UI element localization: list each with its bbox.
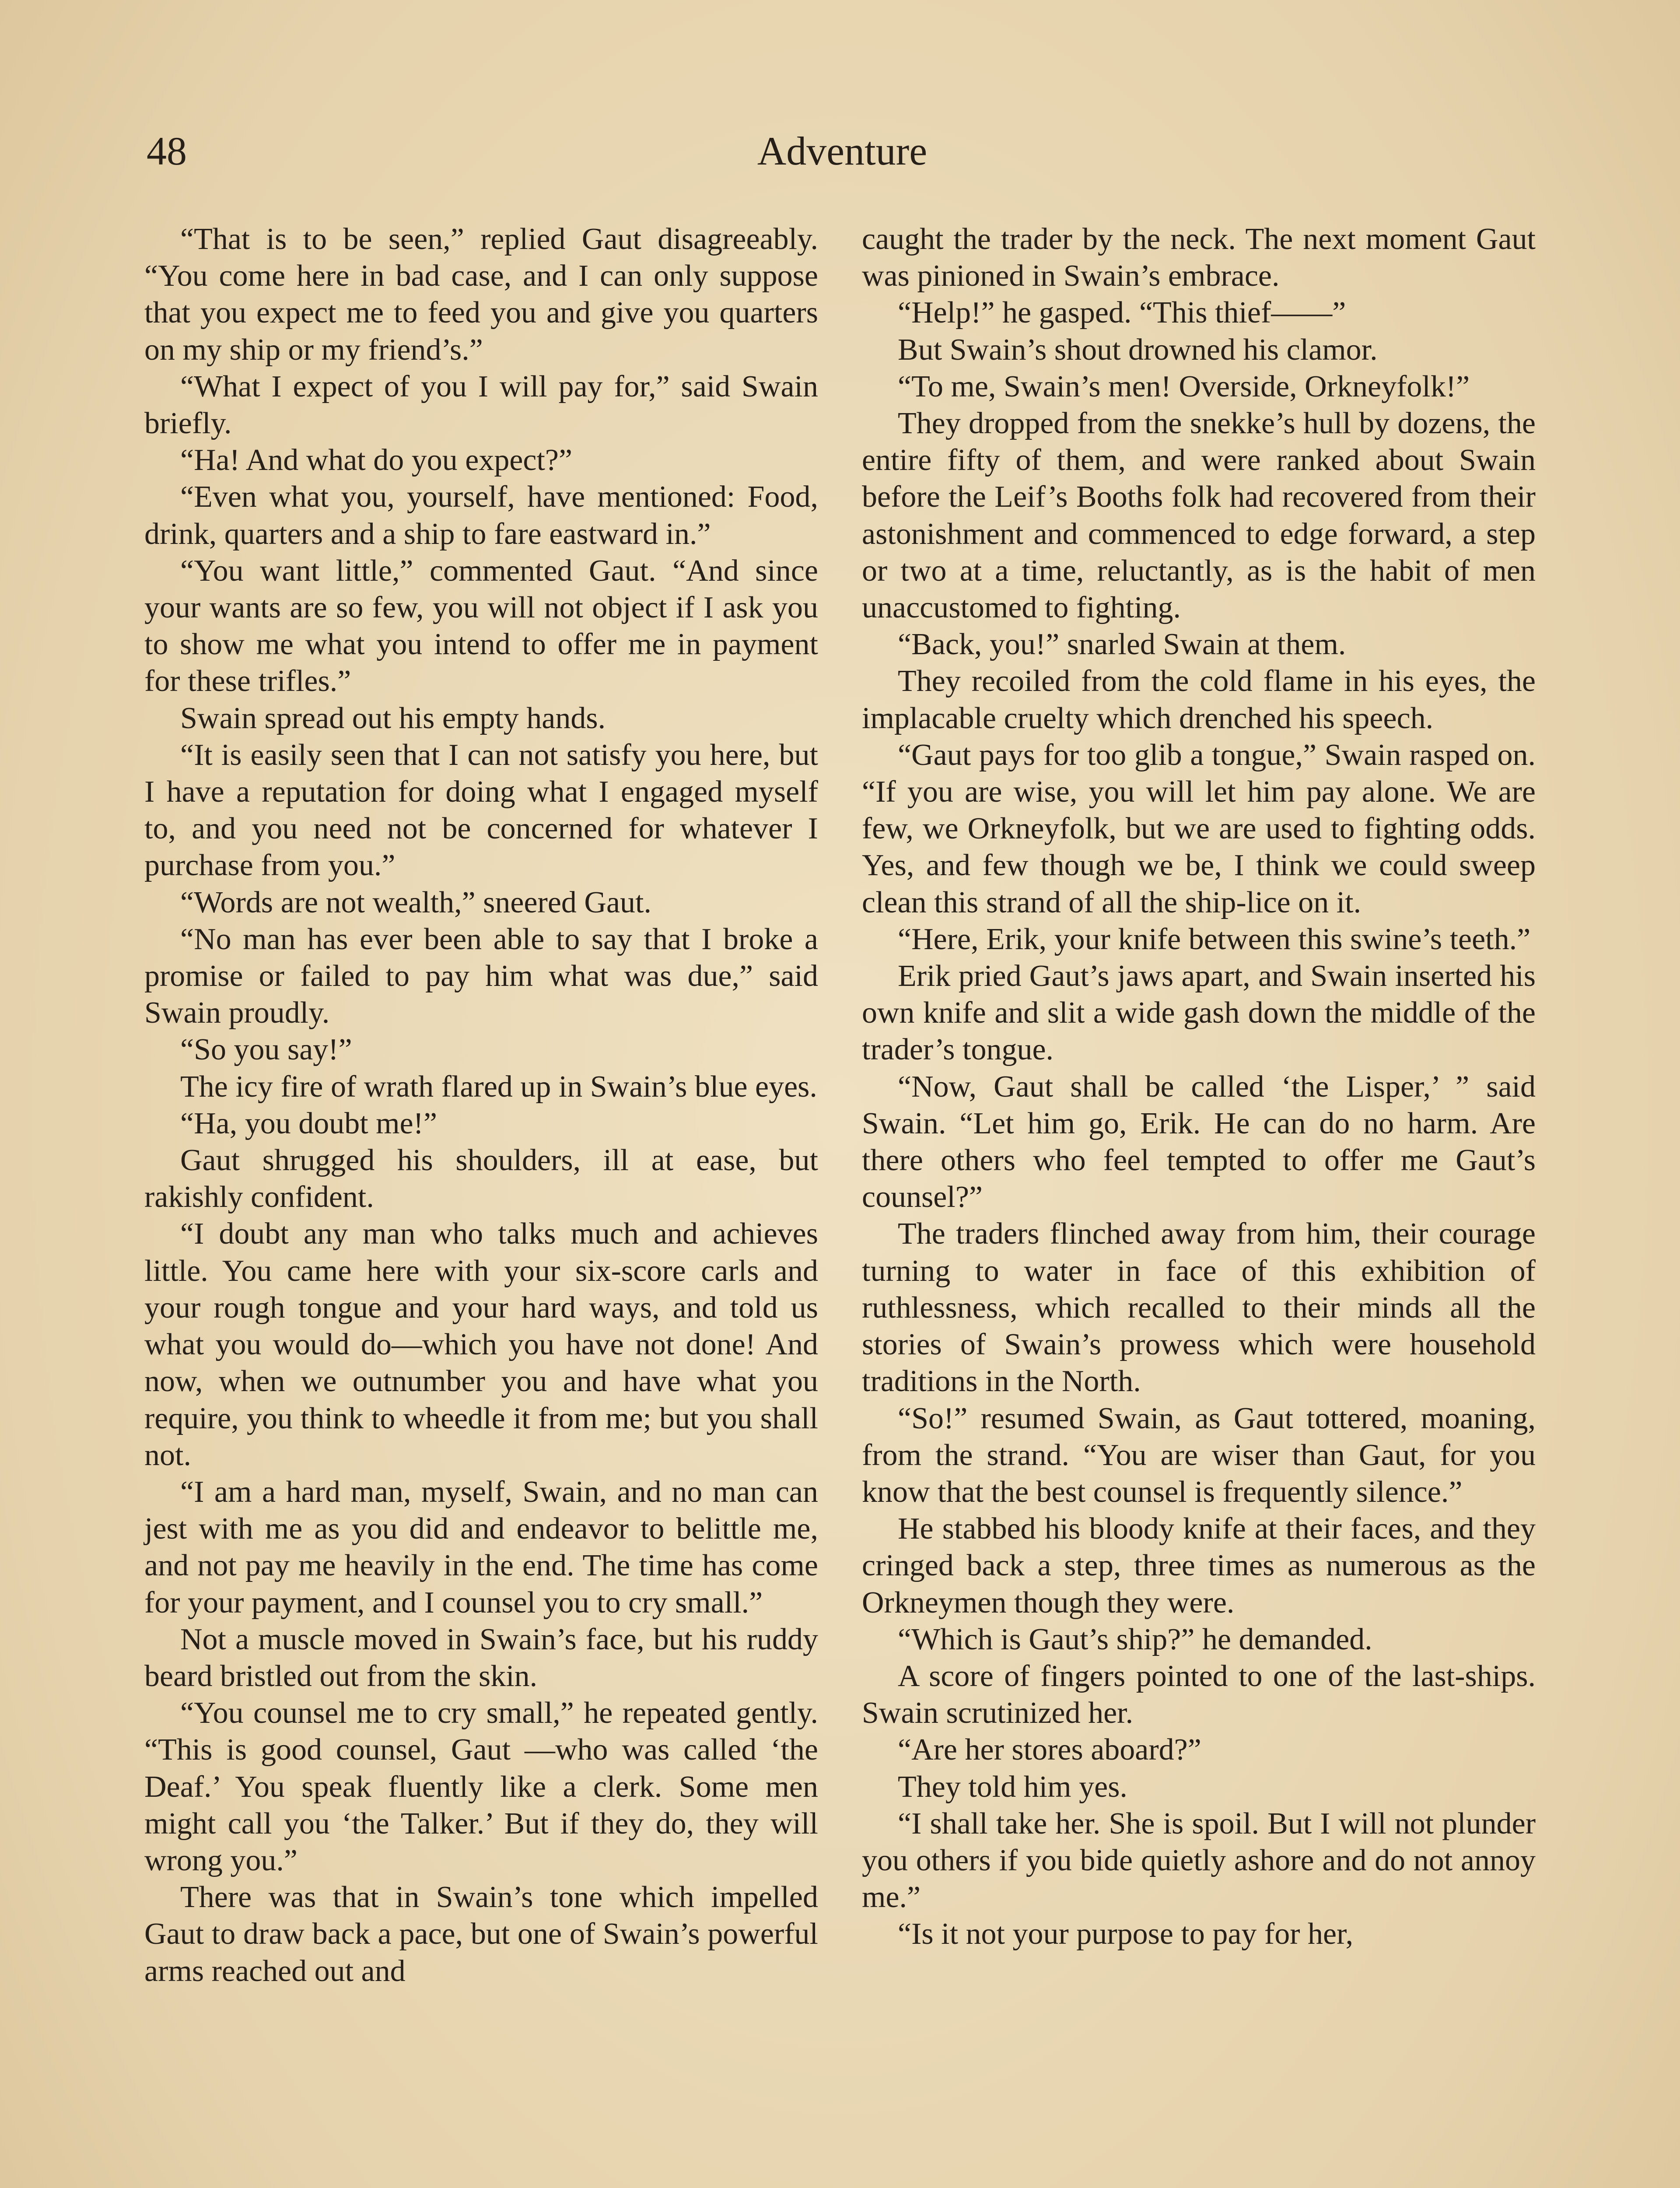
- paragraph: Not a muscle moved in Swain’s face, but his ruddy beard bristled out from the skin.: [144, 1622, 818, 1693]
- paragraph: “To me, Swain’s men! Overside, Orkneyfolk!”: [898, 369, 1470, 403]
- paragraph: They recoiled from the cold flame in his eyes, the implacable cruelty which drenched his speech.: [862, 664, 1536, 735]
- paragraph: “I am a hard man, myself, Swain, and no man can jest with me as you did and endeavor to belittle me, and not pay me heavily in the end. The time has come for your payment, and I counsel you to cry small.”: [144, 1475, 818, 1620]
- paragraph: “What I expect of you I will pay for,” said Swain briefly.: [144, 369, 818, 441]
- paragraph: “It is easily seen that I can not satisfy you here, but I have a reputation for doing what I engaged myself to, and you need not be concerned for whatever I purchase from you.”: [144, 738, 818, 883]
- page-number: 48: [147, 129, 187, 173]
- paragraph: “So!” resumed Swain, as Gaut tottered, moaning, from the strand. “You are wiser than Gaut, for you know that the best counsel is frequently silence.”: [862, 1401, 1536, 1509]
- paragraph: Swain spread out his empty hands.: [180, 701, 606, 735]
- paragraph: “Ha, you doubt me!”: [180, 1106, 438, 1140]
- paragraph: They told him yes.: [898, 1770, 1127, 1804]
- paragraph: “Even what you, yourself, have mentioned: Food, drink, quarters and a ship to fare eastward in.”: [144, 480, 818, 551]
- paragraph: The traders flinched away from him, their courage turning to water in face of this exhibition of ruthlessness, which recalled to their minds all the stories of Swain’s prowess which were household traditions in the North.: [862, 1217, 1536, 1399]
- paragraph: “No man has ever been able to say that I broke a promise or failed to pay him what was due,” said Swain proudly.: [144, 922, 818, 1030]
- right-column: [862, 221, 1536, 1953]
- paragraph: “Help!” he gasped. “This thief——”: [898, 296, 1346, 330]
- paragraph: They dropped from the snekke’s hull by dozens, the entire fifty of them, and were ranked about Swain before the Leif’s Booths folk had recovered from their astonishment and commenced to edge forward, a step or two at a time, reluctantly, as is the habit of men unaccustomed to fighting.: [862, 407, 1536, 625]
- paragraph: But Swain’s shout drowned his clamor.: [898, 333, 1378, 367]
- paragraph: “Gaut pays for too glib a tongue,” Swain rasped on. “If you are wise, you will let him pay alone. We are few, we Orkneyfolk, but we are used to fighting odds. Yes, and few though we be, I think we could sweep clean this strand of all the ship-lice on it.: [862, 738, 1536, 919]
- paragraph: “Is it not your purpose to pay for her,: [898, 1917, 1354, 1951]
- paragraph: “You want little,” commented Gaut. “And since your wants are so few, you will not object if I ask you to show me what you intend to offer me in payment for these trifles.”: [144, 554, 818, 698]
- magazine-title: Adventure: [757, 129, 928, 173]
- left-column: [144, 221, 818, 1990]
- paragraph: “Now, Gaut shall be called ‘the Lisper,’ ” said Swain. “Let him go, Erik. He can do no harm. Are there others who feel tempted to offer me Gaut’s counsel?”: [862, 1069, 1536, 1214]
- page-header: [147, 127, 1538, 184]
- paragraph: “That is to be seen,” replied Gaut disagreeably. “You come here in bad case, and I can only suppose that you expect me to feed you and give you quarters on my ship or my friend’s.”: [144, 222, 818, 367]
- paragraph: He stabbed his bloody knife at their faces, and they cringed back a step, three times as numerous as the Orkneymen though they were.: [862, 1512, 1536, 1620]
- paragraph: There was that in Swain’s tone which impelled Gaut to draw back a pace, but one of Swain’s powerful arms reached out and: [144, 1880, 818, 1988]
- paragraph: Erik pried Gaut’s jaws apart, and Swain inserted his own knife and slit a wide gash down the middle of the trader’s tongue.: [862, 959, 1536, 1067]
- paragraph: “I doubt any man who talks much and achieves little. You came here with your six-score carls and your rough tongue and your hard ways, and told us what you would do—which you have not done! And now, when we outnumber you and have what you require, you think to wheedle it from me; but you shall not.: [144, 1217, 818, 1472]
- paragraph: Gaut shrugged his shoulders, ill at ease, but rakishly confident.: [144, 1143, 818, 1214]
- paragraph: “I shall take her. She is spoil. But I will not plunder you others if you bide quietly ashore and do not annoy me.”: [862, 1806, 1536, 1914]
- paragraph: “Which is Gaut’s ship?” he demanded.: [898, 1622, 1372, 1656]
- paragraph: “Back, you!” snarled Swain at them.: [898, 628, 1346, 662]
- paragraph: “Ha! And what do you expect?”: [180, 443, 573, 477]
- paragraph: A score of fingers pointed to one of the last-ships. Swain scrutinized her.: [862, 1659, 1536, 1730]
- paragraph: “You counsel me to cry small,” he repeated gently. “This is good counsel, Gaut —who was called ‘the Deaf.’ You speak fluently like a clerk. Some men might call you ‘the Talker.’ But if they do, they will wrong you.”: [144, 1696, 818, 1877]
- paragraph: “Words are not wealth,” sneered Gaut.: [180, 885, 651, 919]
- paragraph: The icy fire of wrath flared up in Swain’s blue eyes.: [180, 1069, 817, 1104]
- paragraph: “So you say!”: [180, 1033, 352, 1067]
- paragraph: “Are her stores aboard?”: [898, 1733, 1201, 1767]
- paragraph: “Here, Erik, your knife between this swine’s teeth.”: [898, 922, 1531, 956]
- paragraph-continuation: caught the trader by the neck. The next moment Gaut was pinioned in Swain’s embrace.: [862, 222, 1536, 293]
